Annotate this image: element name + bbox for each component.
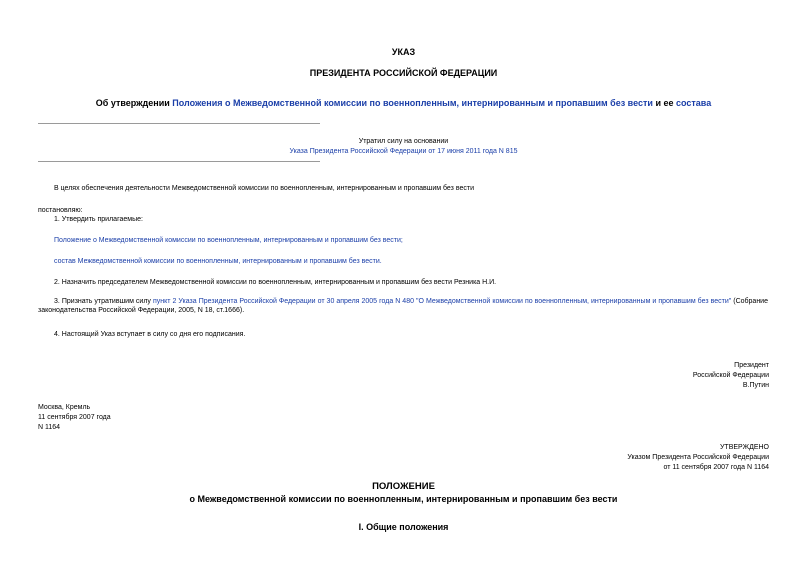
place-number: N 1164 xyxy=(38,424,61,431)
paragraph-1: 1. Утвердить прилагаемые: xyxy=(54,216,143,223)
paragraph-3-prefix: 3. Признать утратившим силу xyxy=(54,298,153,305)
place-location: Москва, Кремль xyxy=(38,404,91,411)
decree-title xyxy=(0,98,807,108)
decree-heading: УКАЗ xyxy=(391,47,416,57)
approved-date: от 11 сентября 2007 года N 1164 xyxy=(663,464,769,471)
place-date: 11 сентября 2007 года xyxy=(38,414,111,421)
sostav-item-link[interactable]: состав Межведомственной комиссии по военнопленным, интернированным и пропавшим без вести. xyxy=(54,258,382,265)
repeal-decree-link[interactable]: Указа Президента Российской Федерации от 17 июня 2011 года N 815 xyxy=(289,148,518,155)
regulation-title: ПОЛОЖЕНИЕ xyxy=(372,481,435,492)
paragraph-2: 2. Назначить председателем Межведомственной комиссии по военнопленным, интернированным и пропавшим без вести Резника Н.И. xyxy=(54,279,497,286)
paragraph-3-suffix: (Собрание законодательства Российской Федерации, 2005, N 18, ст.1666). xyxy=(38,298,768,314)
polozhenie-link[interactable]: Положения о Межведомственной комиссии по военнопленным, интернированным и пропавшим без вести xyxy=(172,98,653,108)
section-heading: I. Общие положения xyxy=(358,522,449,532)
sostav-link[interactable]: состава xyxy=(675,98,712,108)
divider-bottom xyxy=(38,161,320,162)
signature-name: В.Путин xyxy=(742,382,769,389)
signature-title: Президент xyxy=(734,362,769,369)
paragraph-4: 4. Настоящий Указ вступает в силу со дня его подписания. xyxy=(54,331,246,338)
polozhenie-item-link[interactable]: Положение о Межведомственной комиссии по военнопленным, интернированным и пропавшим без вести; xyxy=(54,237,403,244)
approved-label: УТВЕРЖДЕНО xyxy=(719,444,769,451)
divider-top xyxy=(38,123,320,124)
resolve-text: постановляю: xyxy=(38,207,83,214)
decree-issuer: ПРЕЗИДЕНТА РОССИЙСКОЙ ФЕДЕРАЦИИ xyxy=(309,68,498,78)
intro-text: В целях обеспечения деятельности Межведомственной комиссии по военнопленным, интернированным и пропавшим без вести xyxy=(54,185,474,192)
signature-country: Российской Федерации xyxy=(692,372,769,379)
decree-title-prefix: Об утверждении xyxy=(95,98,173,108)
approved-by: Указом Президента Российской Федерации xyxy=(627,454,769,461)
regulation-subtitle: о Межведомственной комиссии по военнопленным, интернированным и пропавшим без вести xyxy=(189,494,618,504)
paragraph-3 xyxy=(38,297,768,315)
status-line-1: Утратил силу на основании xyxy=(358,138,449,145)
repealed-clause-link[interactable]: пункт 2 Указа Президента Российской Федерации от 30 апреля 2005 года N 480 "О Межведомственной комиссии по военнопленным, интернированным и пропавшим без вести" xyxy=(152,298,732,305)
decree-title-and: и ее xyxy=(652,98,676,108)
